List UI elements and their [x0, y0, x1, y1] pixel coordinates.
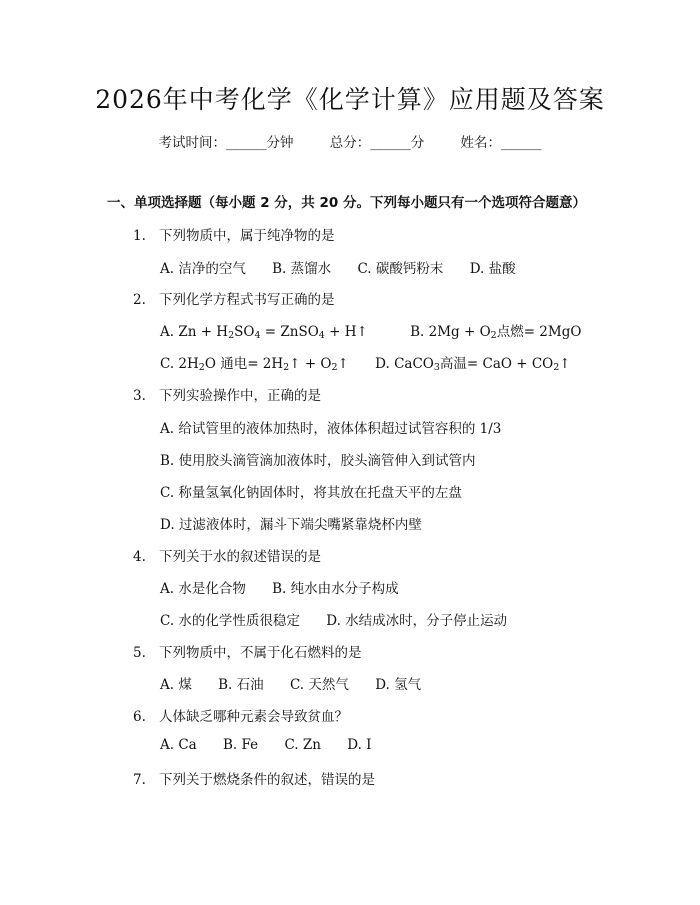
- option-a: A. 煤: [160, 677, 192, 693]
- option-c: C. Zn: [284, 737, 321, 753]
- question-2-options-row1: [160, 320, 581, 340]
- question-2-options-row2: [160, 352, 571, 372]
- question-1: [133, 224, 335, 244]
- option-b: B. $2Mg + O_2$点燃= 2MgO: [410, 324, 582, 341]
- option-b: B. Fe: [223, 737, 259, 753]
- question-5-options: [160, 673, 421, 693]
- option-d: D. I: [347, 737, 372, 753]
- question-1-options: [160, 257, 516, 277]
- question-text: 下列关于水的叙述错误的是: [159, 549, 321, 565]
- question-4-options-row1: [160, 577, 399, 597]
- option-b: B. 使用胶头滴管滴加液体时，胶头滴管伸入到试管内: [160, 453, 476, 469]
- option-d: D. 氢气: [375, 677, 422, 693]
- total-score-field: 总分：______分: [329, 135, 425, 151]
- option-b: B. 蒸馏水: [272, 261, 332, 277]
- question-text: 下列关于燃烧条件的叙述，错误的是: [159, 772, 375, 788]
- question-text: 下列实验操作中，正确的是: [159, 388, 321, 404]
- question-number: 7.: [133, 772, 146, 788]
- option-c: C. 水的化学性质很稳定: [160, 613, 300, 629]
- option-b: B. 石油: [218, 677, 264, 693]
- option-d: D. 盐酸: [469, 261, 516, 277]
- question-7: [133, 768, 375, 788]
- question-number: 2.: [133, 292, 146, 308]
- question-2: [133, 288, 335, 308]
- option-c: C. 称量氢氧化钠固体时，将其放在托盘天平的左盘: [160, 485, 462, 501]
- option-a: A. $Zn + H_2SO_4$ = ZnSO$_4$ + H↑: [160, 324, 368, 341]
- page-title: 2026年中考化学《化学计算》应用题及答案: [95, 85, 605, 114]
- question-text: 人体缺乏哪种元素会导致贫血？: [159, 709, 348, 725]
- option-a: A. 水是化合物: [160, 581, 246, 597]
- option-c: C. 天然气: [289, 677, 349, 693]
- section-heading: 一、单项选择题（每小题 2 分，共 20 分。下列每小题只有一个选项符合题意）: [107, 195, 586, 211]
- question-6: [133, 705, 348, 725]
- question-number: 5.: [133, 645, 146, 661]
- option-a: A. 给试管里的液体加热时，液体体积超过试管容积的 1/3: [160, 421, 502, 437]
- question-number: 4.: [133, 549, 146, 565]
- question-text: 下列物质中，属于纯净物的是: [159, 228, 335, 244]
- exam-info: [0, 131, 700, 151]
- option-c: C. $2H_2O$ 通电= $2H_2↑$ + $O_2↑$: [160, 356, 349, 373]
- student-name-field: 姓名：______: [460, 135, 542, 151]
- option-a: A. 洁净的空气: [160, 261, 246, 277]
- exam-time-field: 考试时间：______分钟: [158, 135, 294, 151]
- option-d: D. 过滤液体时，漏斗下端尖嘴紧靠烧杯内壁: [160, 517, 422, 533]
- option-d: D. 水结成冰时，分子停止运动: [326, 613, 508, 629]
- option-c: C. 碳酸钙粉末: [357, 261, 444, 277]
- question-4-options-row2: [160, 609, 507, 629]
- question-5: [133, 641, 362, 661]
- question-number: 6.: [133, 709, 146, 725]
- question-text: 下列物质中，不属于化石燃料的是: [159, 645, 362, 661]
- option-a: A. Ca: [160, 737, 197, 753]
- question-text: 下列化学方程式书写正确的是: [159, 292, 335, 308]
- question-number: 3.: [133, 388, 146, 404]
- option-b: B. 纯水由水分子构成: [272, 581, 399, 597]
- question-4: [133, 545, 321, 565]
- question-number: 1.: [133, 228, 146, 244]
- question-6-options: [160, 737, 372, 753]
- option-d: D. CaCO$_3$高温= CaO + $CO_2↑$: [375, 356, 571, 373]
- question-3: [133, 384, 321, 404]
